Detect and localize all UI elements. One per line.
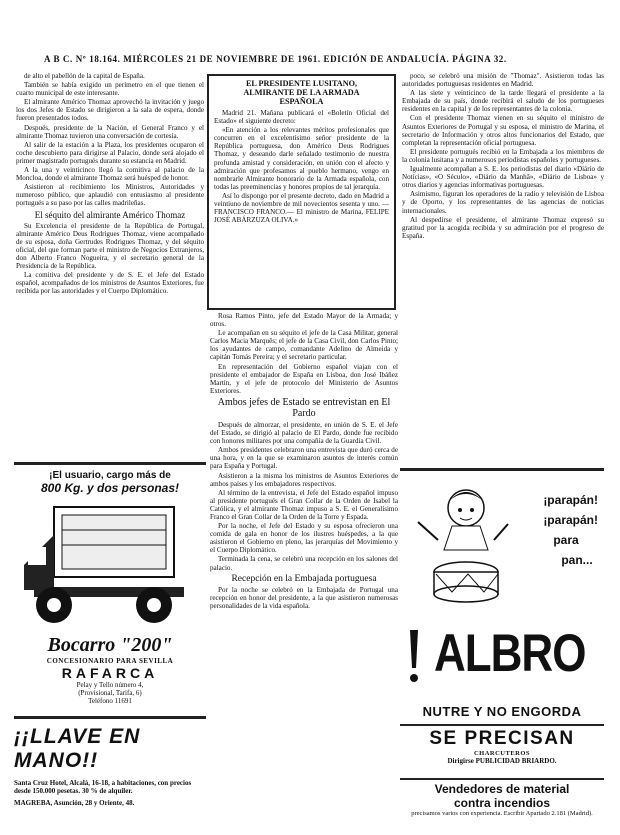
bocarro-line2: 800 Kg. y dos personas!	[40, 481, 180, 495]
decree-paragraph: Madrid 21. Mañana publicará el «Boletín Oficial del Estado» el siguiente decreto:	[214, 109, 389, 126]
precisan-contact: Dirigirse PUBLICIDAD BRIARDO.	[447, 757, 557, 765]
left-paragraph: Su Excelencia el presidente de la República de Portugal, almirante Américo Deus Rodrigues Thomaz, viene acompañado de su esposa, doña Gertrudes Rodrigues Thomaz, y del séquito oficial, del que forman parte el ministro de Negocios Extranjeros, don Alberto Franco Nogueira, y el secretario general de la Presidencia de la República.	[16, 221, 204, 270]
decree-box	[207, 74, 396, 310]
middle-subheadline: Recepción en la Embajada portuguesa	[231, 573, 377, 584]
decree-body	[214, 109, 389, 224]
middle-paragraph: Ambos presidentes celebraron una entrevista que duró cerca de una hora, y en la que se examinaron asuntos de interés común para España y Portugal.	[210, 446, 398, 471]
albro-slogan-block	[400, 704, 604, 719]
left-paragraph: El almirante Américo Thomaz aprovechó la invitación y juego los dos Jefes de Estado se dirigieron a la sala de espera, donde fueron presentados todos.	[16, 98, 204, 123]
bocarro-line1: ¡El usuario, cargo más de	[49, 470, 171, 481]
right-paragraph: A las siete y veinticinco de la tarde llegará el presidente a la Embajada de su país, donde recibirá el saludo de los portugueses residentes en la capital y de los representantes de la colonia.	[402, 89, 604, 114]
right-paragraph: poco, se celebró una misión de ″Thomaz″. Asistieron todas las autoridades portuguesas residentes en Madrid.	[402, 72, 604, 89]
column-rule	[400, 468, 604, 471]
left-column	[16, 72, 204, 296]
bocarro-address	[14, 681, 206, 705]
vendedores-footer: precisamos varios con experiencia. Escribir Apartado 2.181 (Madrid).	[411, 810, 593, 817]
precisan-subtitle: CHARCUTEROS	[473, 750, 531, 757]
left-paragraph: La comitiva del presidente y de S. E. el Jefe del Estado español, acompañados de los ministros de Asuntos Exteriores, fue recibida por las autoridades y el Cuerpo Diplomático.	[16, 271, 204, 296]
right-paragraph: Igualmente acompañan a S. E. los periodistas del diario «Diário de Notícias», «O Século», «Diário da Manhã», «Diário de Lisboa» y otros diarios y agencias informativas portuguesas.	[402, 165, 604, 190]
albro-jingle-line: para	[553, 533, 579, 547]
middle-subheadline: Ambos jefes de Estado se entrevistan en El Pardo	[217, 396, 391, 419]
left-subheadline: El séquito del almirante Américo Thomaz	[34, 209, 186, 220]
bocarro-concession: CONCESIONARIO PARA SEVILLA	[46, 657, 174, 665]
middle-paragraph: Después de almorzar, el presidente, en unión de S. E. el Jefe del Estado, se dirigió al palacio de El Pardo, donde fue recibido con honores militares por una compañía de la Guardia Civil.	[210, 420, 398, 446]
right-column	[402, 72, 604, 241]
middle-paragraph: Le acompañan en su séquito el jefe de la Casa Militar, general Carlos Macia Marquês; el jefe de la Casa Civil, don Carlos Pinto; los ayudantes de campo, comandante Adelino de Almeida y capitán Tomás Pereira; y el secretario particular.	[210, 329, 398, 362]
albro-brand: ALBRO	[434, 624, 586, 683]
left-paragraph: Al salir de la estación a la Plaza, los presidentes ocuparon el coche descubierto para dirigirse al Palacio, donde será alojado el primer magistrado portugués durante su estancia en Madrid.	[16, 140, 204, 165]
drummer-child-illustration	[408, 480, 528, 610]
albro-jingle	[543, 490, 598, 570]
right-paragraph: Con el presidente Thomaz vienen en su séquito el ministro de Asuntos Exteriores de Portugal y su esposa, el ministro de Marina, el secretario de Información y otros altos funcionarios del Estado, que completan la representación oficial portuguesa.	[402, 114, 604, 147]
llave-ad	[14, 716, 206, 835]
page-header: A B C. Nº 18.164. MIÉRCOLES 21 DE NOVIEMBRE DE 1961. EDICIÓN DE ANDALUCÍA. PÁGINA 32.	[44, 54, 507, 64]
albro-slogan: NUTRE Y NO ENGORDA	[422, 704, 582, 719]
left-paragraph: de alto el pabellón de la capital de España.	[24, 72, 145, 80]
bocarro-brand: Bocarro "200"	[47, 634, 173, 656]
right-paragraph: Asimismo, figuran los operadores de la radio y televisión de Lisboa y de Oporto, y los representantes de las agencias de noticias internacionales.	[402, 190, 604, 215]
middle-paragraph: En representación del Gobierno español viajan con el presidente el embajador de España en Lisboa, don José Ibáñez Martín, y el jefe de protocolo del Ministerio de Asuntos Exteriores.	[210, 362, 398, 395]
bocarro-dealer: RAFARCA	[61, 665, 159, 681]
middle-paragraph: Asistieron a la misma los ministros de Asuntos Exteriores de ambos países y los embajadores respectivos.	[210, 471, 398, 488]
motocarro-illustration	[14, 495, 206, 635]
llave-headline: ¡¡LLAVE EN MANO!!	[14, 725, 141, 772]
right-paragraph: El presidente portugués recibió en la Embajada a los miembros de la colonia lusitana y a numerosos periodistas españoles y portugueses.	[402, 147, 604, 164]
albro-jingle-line: ¡parapán!	[543, 493, 598, 507]
middle-paragraph: Terminada la cena, se celebró una recepción en los salones del palacio.	[210, 555, 398, 572]
albro-jingle-line: pan...	[561, 553, 593, 567]
albro-jingle-line: ¡parapán!	[543, 513, 598, 527]
decree-paragraph: Así lo dispongo por el presente decreto, dado en Madrid a veintiuno de noviembre de mil novecientos sesenta y uno. —FRANCISCO FRANCO.— El ministro de Marina, FELIPE JOSÉ ABÁRZUZA OLIVA.»	[214, 191, 389, 225]
decree-title: ESPAÑOLA	[279, 97, 324, 106]
middle-paragraph: Al término de la entrevista, el Jefe del Estado español impuso al presidente portugués el Gran Collar de la Orden de Isabel la Católica, y el almirante Thomaz impuso a S. E. el Generalísimo Franco el Gran Collar de la Orden de la Torre y Espada.	[210, 488, 398, 521]
decree-paragraph: «En atención a los relevantes méritos profesionales que concurren en el excelentísimo señor presidente de la República portuguesa, don Américo Deus Rodrigues Thomaz, y deseando darle señalado testimonio de nuestra profunda amistad y consideración, en unión con el afecto y admiración que profesamos al pueblo hermano, vengo en nombrarle Almirante honorario de la Armada española, con todas las preeminencias y honores propios de tal jerarquía.	[214, 126, 389, 191]
vendedores-ad	[400, 778, 604, 817]
decree-title: ALMIRANTE DE LA ARMADA	[243, 88, 360, 97]
albro-ad	[400, 476, 604, 704]
middle-column	[210, 312, 398, 611]
precisan-title: SE PRECISAN	[429, 728, 575, 749]
column-rule	[14, 462, 206, 465]
middle-paragraph: Por la noche, el Jefe del Estado y su esposa ofrecieron una comida de gala en honor de los ilustres huéspedes, a la que asistieron el Gobierno en pleno, las jerarquías del Movimiento y el Cuerpo Diplomático.	[210, 522, 398, 555]
bocarro-address-line: Pelay y Tello número 4,	[76, 681, 144, 689]
decree-title: EL PRESIDENTE LUSITANO,	[245, 79, 358, 88]
right-paragraph: Al despedirse el presidente, el almirante Thomaz expresó su gratitud por la acogida recibida y su admiración por el progreso de España.	[402, 215, 604, 240]
middle-paragraph: Rosa Ramos Pinto, jefe del Estado Mayor de la Armada; y otros.	[210, 312, 398, 329]
left-paragraph: Asistieron al recibimiento los Ministros, Autoridades y numeroso público, que aplaudió con entusiasmo al presidente portugués a su paso por las calles madrileñas.	[16, 183, 204, 208]
left-paragraph: También se había exigido un perímetro en el que tienen el cuarto municipal de este interesante.	[16, 81, 204, 98]
left-paragraph: Después, presidente de la Nación, el General Franco y el almirante Thomaz tuvieron una conversación de cortesía.	[16, 123, 204, 140]
vendedores-line1: Vendedores de material	[434, 782, 570, 796]
bocarro-address-line: (Provisional, Tarifa, 6)	[78, 689, 142, 697]
llave-footer: MAGREBA, Asunción, 28 y Oriente, 48.	[14, 799, 135, 807]
llave-text: Santa Cruz Hotel, Alcalá, 16-18, a habitaciones, con precios desde 150.000 pesetas. 30 % de alquiler.	[14, 779, 192, 795]
bocarro-ad	[14, 470, 206, 708]
middle-paragraph: Por la noche se celebró en la Embajada de Portugal una recepción en honor del presidente, a la que asistieron numerosas personalidades de la vida española.	[210, 585, 398, 610]
vendedores-line2: contra incendios	[453, 796, 551, 810]
bocarro-address-line: Teléfono 11691	[88, 697, 132, 705]
exclamation-mark-icon	[404, 626, 424, 686]
left-paragraph: A la una y veinticinco llegó la comitiva al palacio de la Moncloa, donde el almirante Thomaz será huésped de honor.	[16, 166, 204, 183]
precisan-ad	[400, 724, 604, 765]
